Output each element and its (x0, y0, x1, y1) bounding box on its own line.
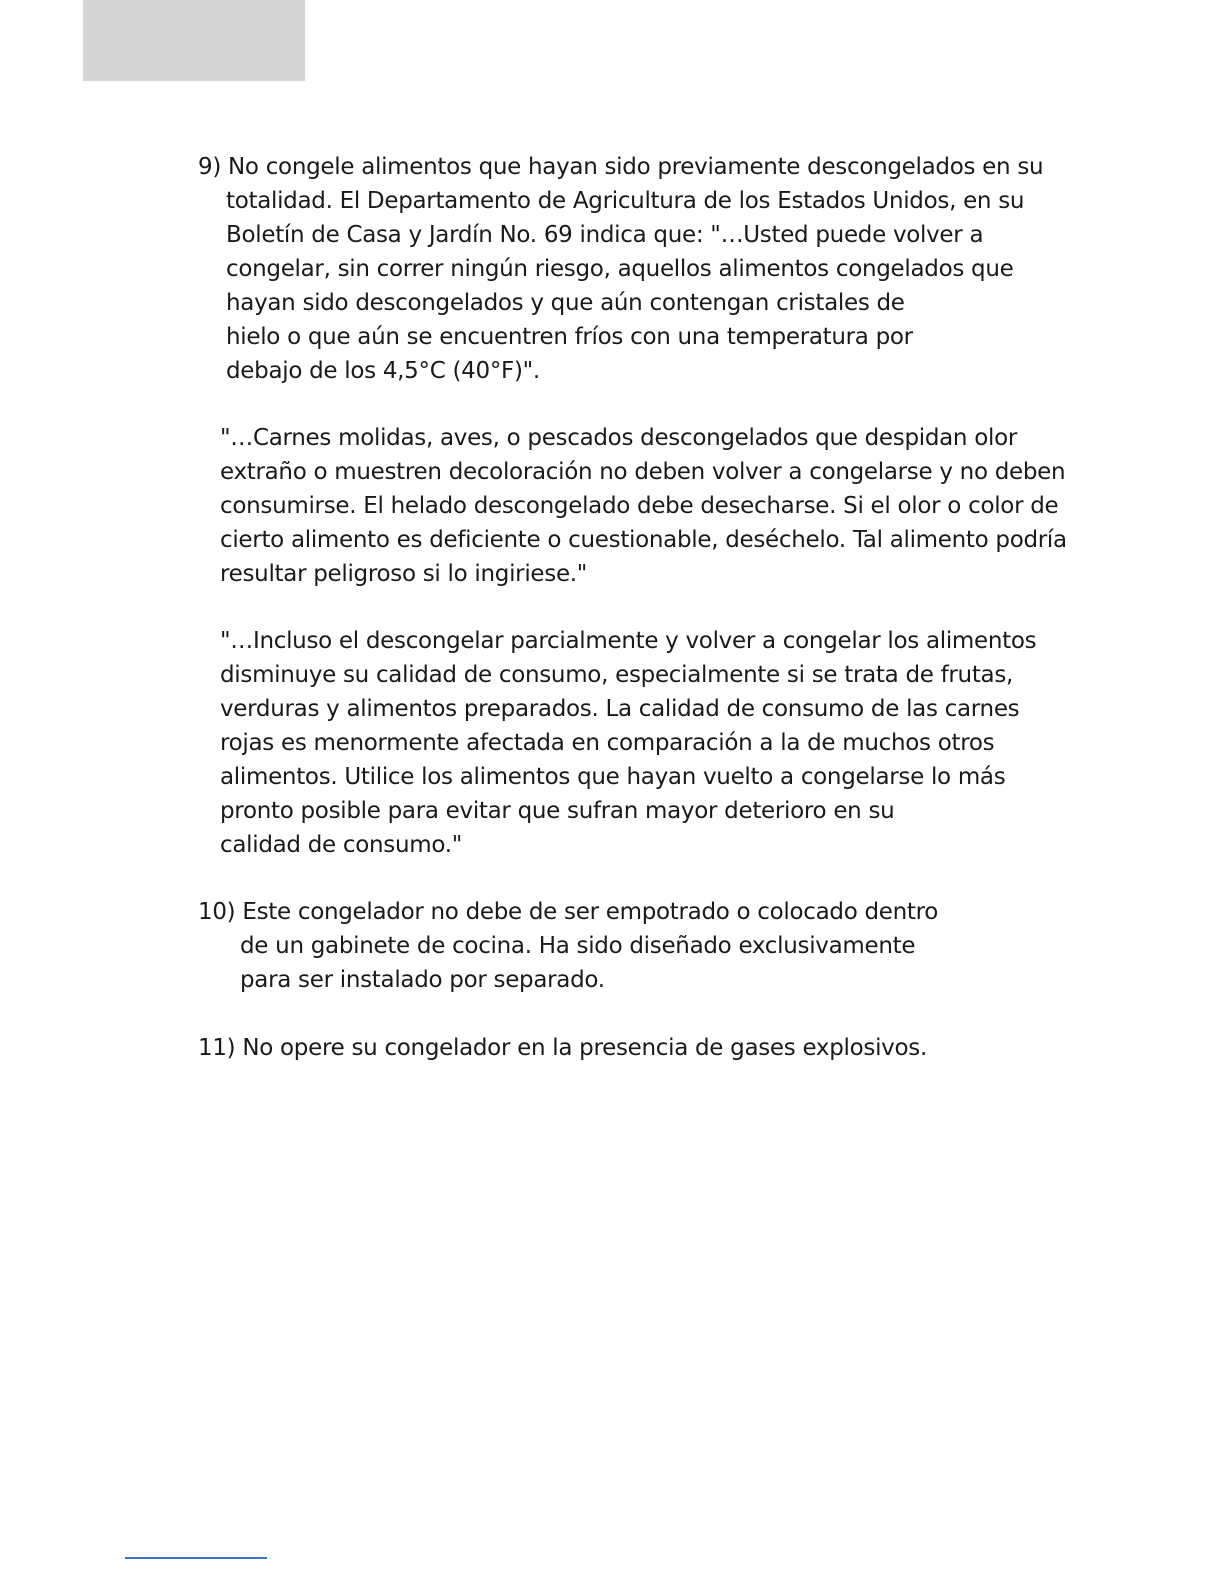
quote-2-line: "…Incluso el descongelar parcialmente y volver a congelar los alimentos (220, 628, 1037, 654)
quote-1-line: "…Carnes molidas, aves, o pescados descongelados que despidan olor (220, 425, 1018, 451)
footer-rule (125, 1557, 267, 1559)
quote-1-line: resultar peligroso si lo ingiriese." (220, 561, 588, 587)
quote-1-line: cierto alimento es deficiente o cuestionable, deséchelo. Tal alimento podría (220, 527, 1067, 553)
quote-1-line: extraño o muestren decoloración no deben volver a congelarse y no deben (220, 459, 1066, 485)
item-11-line: 11) No opere su congelador en la presencia de gases explosivos. (198, 1035, 927, 1061)
item-9-line: totalidad. El Departamento de Agricultura de los Estados Unidos, en su (226, 188, 1025, 214)
item-9-line: hielo o que aún se encuentren fríos con una temperatura por (226, 324, 913, 350)
quote-1-line: consumirse. El helado descongelado debe desecharse. Si el olor o color de (220, 493, 1059, 519)
quote-2-line: calidad de consumo." (220, 832, 463, 858)
header-tab-block (83, 0, 305, 81)
quote-2-line: disminuye su calidad de consumo, especialmente si se trata de frutas, (220, 662, 1014, 688)
item-10-line: de un gabinete de cocina. Ha sido diseñado exclusivamente (240, 933, 916, 959)
item-9-line: congelar, sin correr ningún riesgo, aquellos alimentos congelados que (226, 256, 1014, 282)
item-9-line: Boletín de Casa y Jardín No. 69 indica que: "…Usted puede volver a (226, 222, 984, 248)
item-10-line: 10) Este congelador no debe de ser empotrado o colocado dentro (198, 899, 939, 925)
quote-2-line: pronto posible para evitar que sufran mayor deterioro en su (220, 798, 895, 824)
quote-2-line: rojas es menormente afectada en comparación a la de muchos otros (220, 730, 995, 756)
item-9-line: hayan sido descongelados y que aún contengan cristales de (226, 290, 905, 316)
item-10-line: para ser instalado por separado. (240, 967, 605, 993)
item-9-line: 9) No congele alimentos que hayan sido previamente descongelados en su (198, 154, 1044, 180)
item-9-line: debajo de los 4,5°C (40°F)". (226, 358, 540, 384)
quote-2-line: alimentos. Utilice los alimentos que hayan vuelto a congelarse lo más (220, 764, 1006, 790)
quote-2-line: verduras y alimentos preparados. La calidad de consumo de las carnes (220, 696, 1020, 722)
